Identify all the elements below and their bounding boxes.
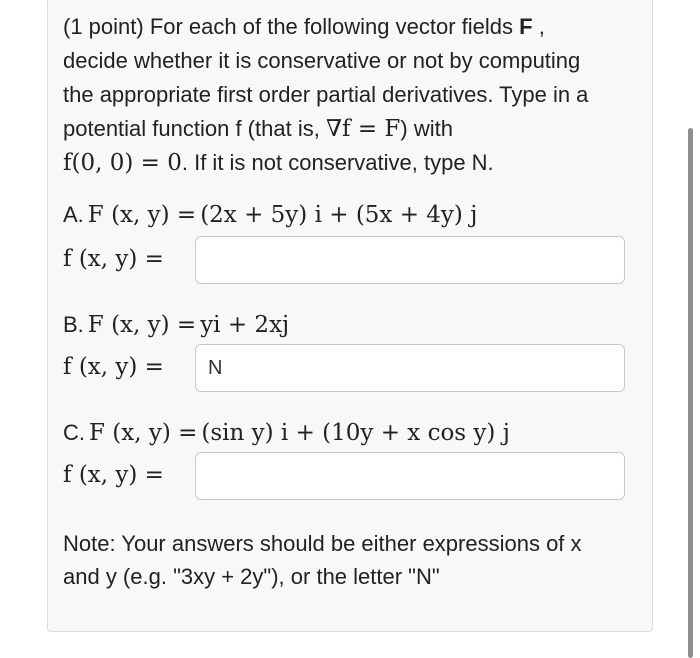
part-b-answer-input[interactable] xyxy=(195,344,625,392)
part-b-field xyxy=(63,312,289,338)
answer-note xyxy=(63,527,643,593)
part-a-lhs: F (x, y) = xyxy=(87,202,197,228)
intro-line-2: decide whether it is conservative or not by computing xyxy=(63,48,581,73)
gradient-equation: ∇f = F xyxy=(325,116,401,142)
problem-statement xyxy=(63,10,643,180)
intro-line-1: (1 point) For each of the following vector fields F , xyxy=(63,14,545,39)
part-a-field xyxy=(63,202,477,228)
part-c-answer-label: f (x, y) = xyxy=(63,462,164,488)
note-line-2: and y (e.g. "3xy + 2y"), or the letter "N" xyxy=(63,564,440,589)
part-b-rhs: yi + 2xj xyxy=(200,312,290,338)
part-c-label: C. xyxy=(63,420,85,445)
part-c-field xyxy=(63,420,510,446)
part-c-lhs: F (x, y) = xyxy=(89,420,198,446)
intro-line-5: f(0, 0) = 0. If it is not conservative, type N. xyxy=(63,150,494,176)
part-a-rhs: (2x + 5y) i + (5x + 4y) j xyxy=(200,202,478,228)
intro-line-4: potential function f (that is, ∇f = F) with xyxy=(63,116,453,142)
intro-line-3: the appropriate first order partial derivatives. Type in a xyxy=(63,82,589,107)
initial-condition: f(0, 0) = 0 xyxy=(63,150,182,176)
scrollbar[interactable] xyxy=(688,128,693,658)
part-c-rhs: (sin y) i + (10y + x cos y) j xyxy=(201,420,510,446)
part-a-label: A. xyxy=(63,202,84,227)
part-c-answer-input[interactable] xyxy=(195,452,625,500)
vector-field-symbol: F xyxy=(519,14,533,39)
part-a-answer-label: f (x, y) = xyxy=(63,246,164,272)
note-line-1: Note: Your answers should be either expressions of x xyxy=(63,531,582,556)
part-b-lhs: F (x, y) = xyxy=(87,312,197,338)
part-a-answer-input[interactable] xyxy=(195,236,625,284)
part-b-label: B. xyxy=(63,312,84,337)
part-b-answer-label: f (x, y) = xyxy=(63,354,164,380)
